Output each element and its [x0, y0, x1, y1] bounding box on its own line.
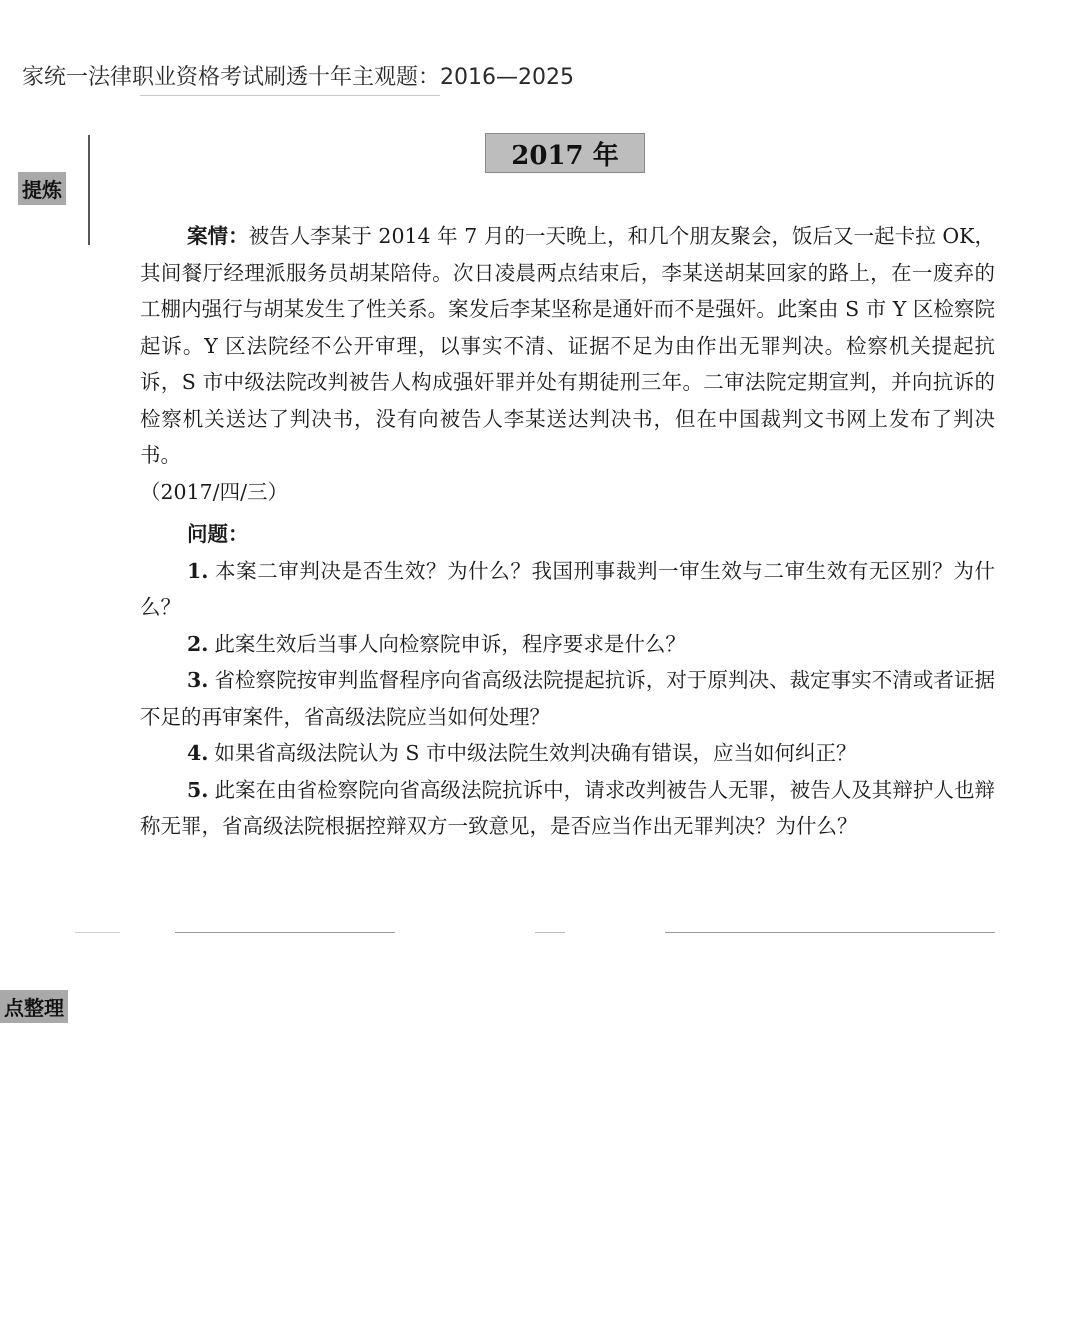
main-content [140, 218, 995, 845]
side-tab-top: 提炼 [18, 172, 66, 205]
question-text: 省检察院按审判监督程序向省高级法院提起抗诉，对于原判决、裁定事实不清或者证据不足的再审案件，省高级法院应当如何处理？ [140, 668, 995, 729]
bottom-rule-segment [175, 932, 395, 933]
question-number: 5. [187, 777, 209, 802]
bottom-rule-segment [535, 932, 565, 933]
question-text: 本案二审判决是否生效？为什么？我国刑事裁判一审生效与二审生效有无区别？为什么？ [140, 558, 995, 619]
question-number: 4. [187, 741, 209, 765]
year-banner: 2017 年 [485, 133, 645, 173]
question-3 [140, 662, 995, 735]
question-4 [140, 735, 995, 772]
margin-vertical-rule [88, 135, 90, 245]
question-1 [140, 553, 995, 626]
question-5 [140, 772, 995, 845]
question-text: 此案在由省检察院向省高级法院抗诉中，请求改判被告人无罪，被告人及其辩护人也辩称无罪，省高级法院根据控辩双方一致意见，是否应当作出无罪判决？为什么？ [140, 777, 995, 838]
question-number: 2. [187, 631, 209, 656]
questions-label: 问题： [187, 522, 249, 546]
header-rule [140, 95, 440, 96]
question-number: 1. [187, 558, 209, 583]
bottom-rule-segment [75, 932, 120, 933]
question-text: 如果省高级法院认为 S 市中级法院生效判决确有错误，应当如何纠正？ [214, 741, 857, 765]
question-text: 此案生效后当事人向检察院申诉，程序要求是什么？ [214, 631, 686, 656]
question-2 [140, 626, 995, 663]
case-label: 案情： [187, 224, 249, 248]
question-number: 3. [187, 668, 209, 692]
case-text: 被告人李某于 2014 年 7 月的一天晚上，和几个朋友聚会，饭后又一起卡拉 OK，其间餐厅经理派服务员胡某陪侍。次日凌晨两点结束后，李某送胡某回家的路上，在一废弃的工棚内强行与胡某发生了性关系。案发后李某坚称是通奸而不是强奸。此案由 S 市 Y 区检察院起诉。Y 区法院经不公开审理，以事实不清、证据不足为由作出无罪判决。检察机关提起抗诉，S 市中级法院改判被告人构成强奸罪并处有期徒刑三年。二审法院定期宣判，并向抗诉的检察机关送达了判决书，没有向被告人李某送达判决书，但在中国裁判文书网上发布了判决书。 [140, 224, 995, 467]
bottom-rule-segment [665, 932, 995, 933]
case-paragraph [140, 218, 995, 474]
case-source: （2017/四/三） [140, 479, 288, 504]
side-tab-bottom: 点整理 [0, 990, 68, 1023]
running-header: 家统一法律职业资格考试刷透十年主观题：2016—2025 [22, 65, 574, 90]
